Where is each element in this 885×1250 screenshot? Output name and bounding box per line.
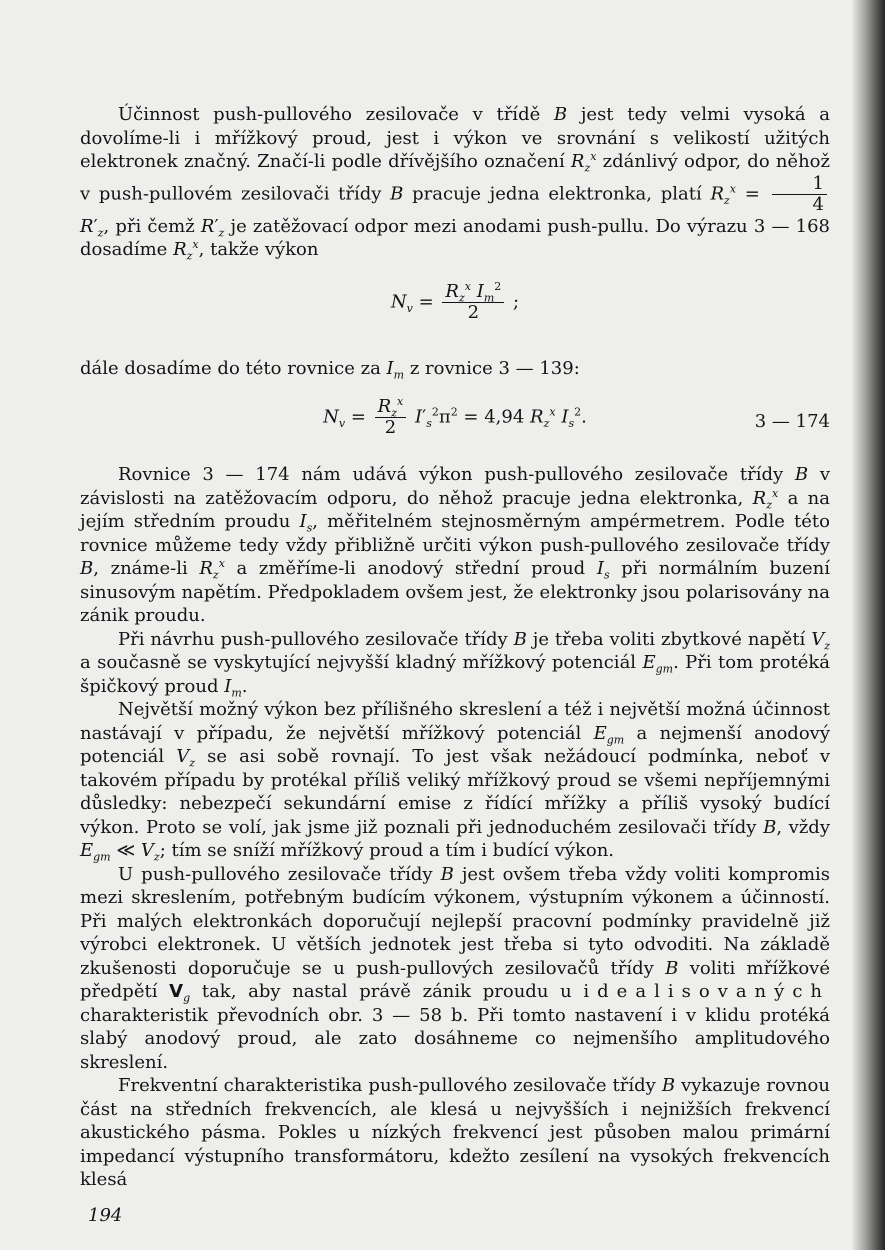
paragraph-7: Frekventní charakteristika push-pullového zesilovače třídy B vykazuje rovnou část na středních frekvencích, ale klesá u nejvyšších i nejnižších frekvencí akustického pásma. Pokles u nízkých frekvencí jest působen malou primární impedancí výstupního transformátoru, kdežto zesílení na vysokých frekvencích klesá bbox=[80, 1075, 830, 1190]
equation-power: $N_v$ = $\frac{R_z^x I_m^2}{2}$ ; bbox=[390, 280, 520, 323]
page-edge-shadow bbox=[851, 0, 885, 1250]
equation-3-174: $N_v$ = $\frac{R_z^x}{2}$ $I'_s^2\pi^2 = 4,94$ $R_z^x$ $I_s^2$. 3 — 174 bbox=[323, 395, 830, 438]
equation-number: 3 — 174 bbox=[754, 411, 830, 432]
paragraph-4: Při návrhu push-pullového zesilovače třídy B je třeba voliti zbytkové napětí $V_z$ a současně se vyskytující nejvyšší kladný mřížkový potenciál $E_{gm}$. Při tom protéká špičkový proud $I_m$. bbox=[80, 628, 831, 700]
fraction-power: $\frac{R_z^x I_m^2}{2}$ bbox=[442, 282, 504, 323]
paragraph-efficiency bbox=[80, 103, 830, 262]
body-text bbox=[80, 463, 830, 1192]
paragraph-2: dále dosadíme do této rovnice za $I_m$ z rovnice 3 — 139: bbox=[80, 358, 580, 382]
fraction-rz-over-2: $\frac{R_z^x}{2}$ bbox=[375, 397, 407, 438]
paragraph-3: Rovnice 3 — 174 nám udává výkon push-pullového zesilovače třídy B v závislosti na zatěžovacím odporu, do něhož pracuje jedna elektronka, $R_z^x$ a na jejím středním proudu $I_s$, měřitelném stejnosměrným ampérmetrem. Podle této rovnice můžeme tedy vždy přibližně určiti výkon push-pullového zesilovače třídy B, známe-li $R_z^x$ a změříme-li anodový střední proud $I_s$ při normálním buzení sinusovým napětím. Předpokladem ovšem jest, že elektronky jsou polarisovány na zánik proudu. bbox=[80, 464, 831, 626]
fraction-one-quarter: $\frac{1}{4}$ bbox=[772, 174, 827, 215]
paragraph-6: U push-pullového zesilovače třídy B jest ovšem třeba vždy voliti kompromis mezi skreslením, potřebným budícím výkonem, výstupním výkonem a účinností. Při malých elektronkách doporučují nejlepší pracovní podmínky pravidelně již výrobci elektronek. U větších jednotek jest třeba si tyto odvoditi. Na základě zkušenosti doporučuje se u push-pullových zesilovačů třídy B voliti mřížkové předpětí $V_g$ tak, aby nastal právě zánik proudu u idealisovaných charakteristik převodních obr. 3 — 58 b. Při tomto nastavení i v klidu protéká slabý anodový proud, ale zato dosáhneme co nejmenšího amplitudového skreslení. bbox=[80, 863, 831, 1073]
paragraph-1: Účinnost push-pullového zesilovače v třídě B jest tedy velmi vysoká a dovolíme-li i mřížkový proud, jest i výkon ve srovnání s velikostí užitých elektronek značný. Značí-li podle dřívějšího označení $R_z^x$ zdánlivý odpor, do něhož v push-pullovém zesilovači třídy B pracuje jedna elektronka, platí $R_z^x$ = $\frac{1}{4}$ $R'_z$, při čemž $R'_z$ je zatěžovací odpor mezi anodami push-pullu. Do výrazu 3 — 168 dosadíme $R_z^x$, takže výkon bbox=[80, 104, 831, 263]
paragraph-5: Největší možný výkon bez přílišného skreslení a též i největší možná účinnost nastávají v případu, že největší mřížkový potenciál $E_{gm}$ a nejmenší anodový potenciál $V_z$ se asi sobě rovnají. To jest však nežádoucí podmínka, neboť v takovém případu by protékal příliš veliký mřížkový proud se všemi nepříjemnými důsledky: nebezpečí sekundární emise z řídící mřížky a příliš vysoký budící výkon. Proto se volí, jak jsme již poznali při jednoduchém zesilovači třídy B, vždy $E_{gm}$ ≪ $V_z$; tím se sníží mřížkový proud a tím i budící výkon. bbox=[80, 699, 830, 864]
paragraph-substitute bbox=[80, 357, 830, 381]
page-number: 194 bbox=[88, 1205, 123, 1226]
